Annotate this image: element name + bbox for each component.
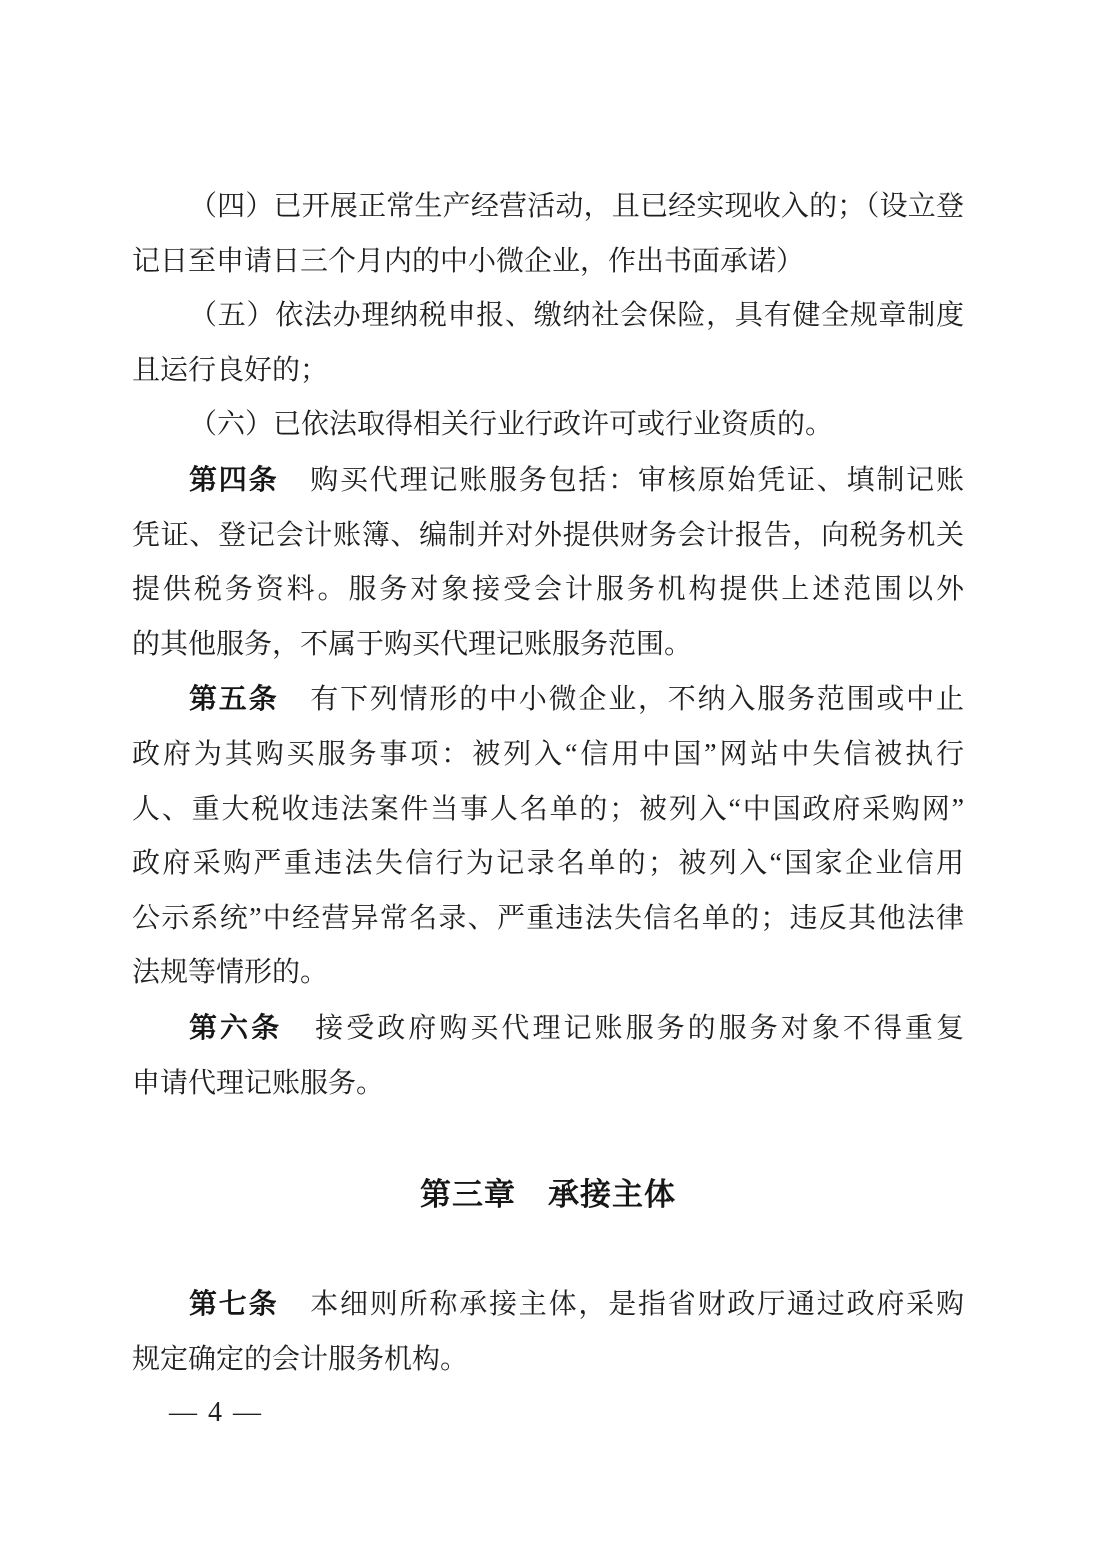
paragraph-line: 政府为其购买服务事项：被列入“信用中国”网站中失信被执行 bbox=[132, 738, 964, 770]
paragraph-line: 的其他服务，不属于购买代理记账服务范围。 bbox=[132, 628, 693, 660]
article-number: 第六条 bbox=[189, 1010, 283, 1044]
paragraph-line bbox=[132, 1001, 964, 1057]
paragraph-text: 本细则所称承接主体，是指省财政厅通过政府采购 bbox=[308, 1289, 964, 1321]
paragraph-line: 记日至申请日三个月内的中小微企业，作出书面承诺） bbox=[132, 245, 805, 277]
paragraph-line: （五）依法办理纳税申报、缴纳社会保险，具有健全规章制度 bbox=[189, 300, 964, 332]
paragraph-text: 接受政府购买代理记账服务的服务对象不得重复 bbox=[312, 1012, 964, 1044]
paragraph-line bbox=[132, 453, 964, 509]
paragraph-text: 购买代理记账服务包括：审核原始凭证、填制记账 bbox=[308, 464, 964, 496]
paragraph-line bbox=[132, 672, 964, 728]
body-text bbox=[132, 180, 964, 1433]
paragraph-text: 有下列情形的中小微企业，不纳入服务范围或中止 bbox=[308, 684, 964, 716]
article-number: 第四条 bbox=[189, 462, 279, 496]
paragraph-line: （六）已依法取得相关行业行政许可或行业资质的。 bbox=[189, 409, 834, 441]
paragraph-line: 且运行良好的； bbox=[132, 354, 329, 386]
page-number: — 4 — bbox=[169, 1397, 263, 1429]
paragraph-line: 政府采购严重违法失信行为记录名单的；被列入“国家企业信用 bbox=[132, 848, 964, 880]
chapter-heading: 第三章 承接主体 bbox=[420, 1177, 676, 1214]
article-number: 第五条 bbox=[189, 682, 279, 716]
paragraph-line: 公示系统”中经营异常名录、严重违法失信名单的；违反其他法律 bbox=[132, 902, 964, 934]
paragraph-line: 法规等情形的。 bbox=[132, 957, 329, 989]
paragraph-line bbox=[132, 1277, 964, 1333]
paragraph-line: 申请代理记账服务。 bbox=[132, 1067, 385, 1099]
paragraph-line: 凭证、登记会计账簿、编制并对外提供财务会计报告，向税务机关 bbox=[132, 519, 964, 551]
paragraph-line: 人、重大税收违法案件当事人名单的；被列入“中国政府采购网” bbox=[132, 793, 964, 825]
article-number: 第七条 bbox=[189, 1287, 279, 1321]
paragraph-line: 提供税务资料。服务对象接受会计服务机构提供上述范围以外 bbox=[132, 574, 964, 606]
paragraph-line: 规定确定的会计服务机构。 bbox=[132, 1343, 469, 1375]
paragraph-line: （四）已开展正常生产经营活动，且已经实现收入的；（设立登 bbox=[189, 191, 964, 222]
